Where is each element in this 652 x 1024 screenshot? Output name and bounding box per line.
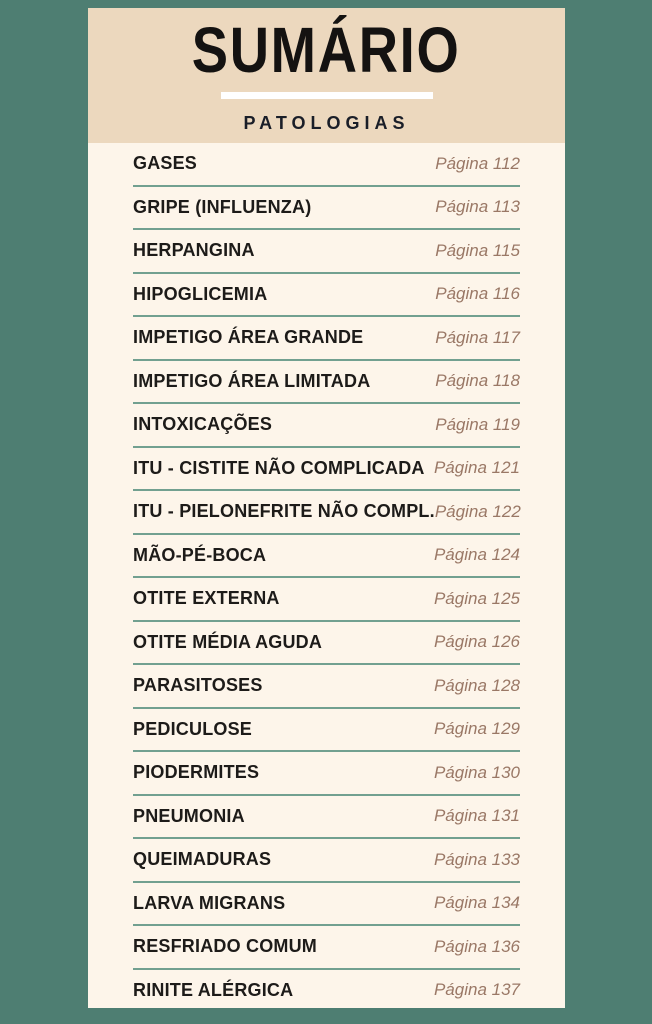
- toc-row: [133, 578, 520, 622]
- toc-entry-page: Página 128: [433, 675, 520, 695]
- toc-entry-page: Página 118: [435, 371, 520, 391]
- toc-row: [133, 926, 520, 970]
- toc-entry-page: Página 125: [433, 588, 520, 608]
- toc-entry-name: PIODERMITES: [133, 762, 260, 783]
- toc-entry-name: PEDICULOSE: [133, 718, 253, 739]
- toc-entry-name: INTOXICAÇÕES: [133, 414, 273, 435]
- toc-entry-name: RINITE ALÉRGICA: [133, 979, 294, 1000]
- toc-entry-name: OTITE EXTERNA: [133, 588, 280, 609]
- toc-entry-page: Página 117: [435, 327, 520, 347]
- toc-entry-page: Página 129: [433, 719, 520, 739]
- toc-entry-page: Página 134: [433, 893, 520, 913]
- toc-entry-name: RESFRIADO COMUM: [133, 936, 317, 957]
- title-underline: [221, 92, 433, 99]
- toc-entry-page: Página 115: [435, 240, 520, 260]
- page-title: SUMÁRIO: [192, 14, 461, 86]
- toc-row: [133, 839, 520, 883]
- toc-row: [133, 448, 520, 492]
- toc-entry-name: LARVA MIGRANS: [133, 892, 286, 913]
- toc-row: [133, 361, 520, 405]
- summary-header: [88, 8, 565, 143]
- toc-row: [133, 491, 520, 535]
- toc-row: [133, 143, 520, 187]
- toc-entry-name: HERPANGINA: [133, 240, 255, 261]
- toc-entry-page: Página 130: [433, 762, 520, 782]
- toc-entry-name: IMPETIGO ÁREA LIMITADA: [133, 370, 371, 391]
- toc-entry-name: OTITE MÉDIA AGUDA: [133, 631, 323, 652]
- toc-entry-page: Página 133: [433, 849, 520, 869]
- toc-entry-page: Página 116: [435, 284, 520, 304]
- toc-entry-page: Página 122: [434, 501, 521, 521]
- toc-entry-name: ITU - PIELONEFRITE NÃO COMPL.: [133, 501, 435, 522]
- toc-row: [133, 665, 520, 709]
- toc-entry-name: PARASITOSES: [133, 675, 263, 696]
- summary-card: [88, 8, 565, 1008]
- toc-row: [133, 274, 520, 318]
- toc-row: [133, 752, 520, 796]
- toc-entry-page: Página 119: [435, 414, 520, 434]
- toc-row: [133, 317, 520, 361]
- toc-entry-page: Página 136: [433, 936, 520, 956]
- toc-row: [133, 535, 520, 579]
- toc-entry-name: MÃO-PÉ-BOCA: [133, 544, 267, 565]
- toc-row: [133, 230, 520, 274]
- toc-list: [88, 143, 565, 1008]
- toc-row: [133, 404, 520, 448]
- toc-entry-name: PNEUMONIA: [133, 805, 245, 826]
- toc-row: [133, 622, 520, 666]
- toc-entry-page: Página 121: [433, 458, 520, 478]
- toc-entry-name: GRIPE (INFLUENZA): [133, 196, 312, 217]
- toc-row: [133, 970, 520, 1009]
- toc-entry-page: Página 112: [435, 153, 520, 173]
- page-subtitle: PATOLOGIAS: [243, 113, 410, 133]
- toc-entry-page: Página 124: [433, 545, 520, 565]
- toc-entry-name: QUEIMADURAS: [133, 849, 272, 870]
- toc-row: [133, 187, 520, 231]
- toc-entry-page: Página 137: [433, 980, 520, 1000]
- toc-entry-page: Página 113: [435, 197, 520, 217]
- toc-row: [133, 709, 520, 753]
- toc-entry-name: GASES: [133, 153, 198, 174]
- toc-entry-name: IMPETIGO ÁREA GRANDE: [133, 327, 364, 348]
- toc-row: [133, 883, 520, 927]
- toc-entry-name: HIPOGLICEMIA: [133, 283, 268, 304]
- toc-entry-page: Página 126: [433, 632, 520, 652]
- toc-entry-name: ITU - CISTITE NÃO COMPLICADA: [133, 457, 425, 478]
- toc-entry-page: Página 131: [433, 806, 520, 826]
- toc-row: [133, 796, 520, 840]
